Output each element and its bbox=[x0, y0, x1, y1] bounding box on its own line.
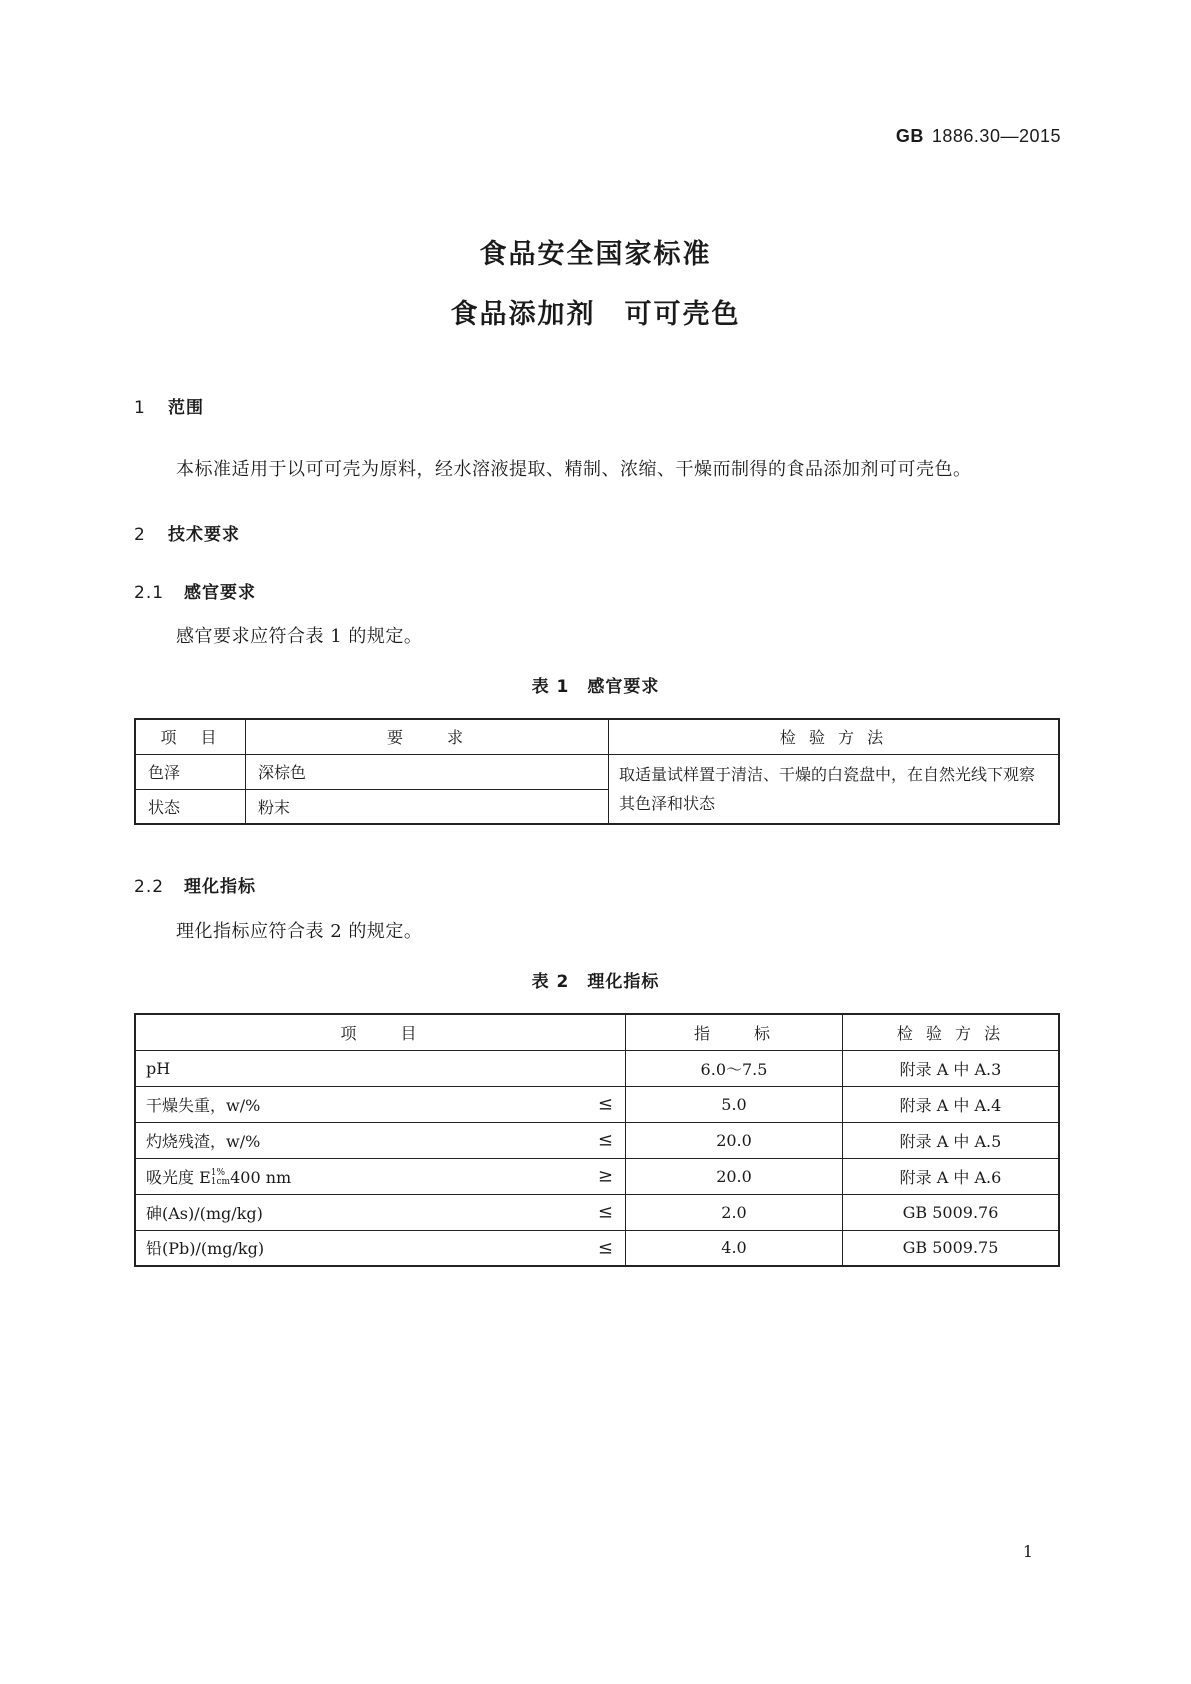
section-2-1-text: 感官要求应符合表 1 的规定。 bbox=[176, 626, 423, 647]
table-2-header-method: 检 验 方 法 bbox=[843, 1014, 1060, 1050]
table-row bbox=[135, 754, 1059, 789]
table-1-header-method: 检 验 方 法 bbox=[609, 719, 1060, 754]
table-cell: 深棕色 bbox=[246, 754, 609, 789]
table-cell: 附录 A 中 A.6 bbox=[843, 1158, 1060, 1194]
table-cell bbox=[135, 1194, 626, 1230]
table-2 bbox=[134, 1013, 1060, 1267]
table-2-caption: 表 2 理化指标 bbox=[531, 972, 660, 992]
table-1-header-item: 项 目 bbox=[135, 719, 246, 754]
table-row bbox=[135, 1122, 1059, 1158]
comparison-sign: ≥ bbox=[597, 1165, 613, 1187]
table-cell bbox=[135, 1086, 626, 1122]
absorbance-superscript: 1% bbox=[210, 1168, 226, 1178]
table-cell: 4.0 bbox=[626, 1230, 843, 1266]
section-2-2-text: 理化指标应符合表 2 的规定。 bbox=[176, 921, 423, 942]
comparison-sign: ≤ bbox=[597, 1237, 613, 1259]
document-title: 食品安全国家标准 bbox=[479, 239, 712, 270]
standard-code-prefix: GB bbox=[895, 126, 924, 146]
table-cell: 附录 A 中 A.3 bbox=[843, 1050, 1060, 1086]
table-row bbox=[135, 1086, 1059, 1122]
table-cell bbox=[135, 1122, 626, 1158]
page-number: 1 bbox=[1022, 1542, 1033, 1561]
table-cell: 5.0 bbox=[626, 1086, 843, 1122]
table-cell: 6.0～7.5 bbox=[626, 1050, 843, 1086]
table-cell: 粉末 bbox=[246, 789, 609, 824]
table-cell: GB 5009.75 bbox=[843, 1230, 1060, 1266]
table-cell: 20.0 bbox=[626, 1158, 843, 1194]
section-1-number: 1 bbox=[134, 398, 146, 418]
section-2-number: 2 bbox=[134, 525, 146, 545]
item-label: 吸光度 E bbox=[146, 1167, 211, 1187]
comparison-sign: ≤ bbox=[597, 1093, 613, 1115]
section-1-text: 本标准适用于以可可壳为原料，经水溶液提取、精制、浓缩、干燥而制得的食品添加剂可可壳色。 bbox=[176, 459, 972, 480]
table-row bbox=[135, 1194, 1059, 1230]
table-cell: GB 5009.76 bbox=[843, 1194, 1060, 1230]
absorbance-super-sub bbox=[211, 1169, 230, 1187]
absorbance-subscript: 1cm bbox=[210, 1177, 231, 1187]
item-label: 铅(Pb)/(mg/kg) bbox=[146, 1239, 265, 1259]
section-2-1-heading bbox=[134, 578, 256, 603]
table-cell: 20.0 bbox=[626, 1122, 843, 1158]
item-label: 干燥失重，w/% bbox=[146, 1095, 261, 1115]
standard-code-number: 1886.30—2015 bbox=[931, 126, 1061, 146]
table-row bbox=[135, 1050, 1059, 1086]
table-1-method-cell: 取适量试样置于清洁、干燥的白瓷盘中，在自然光线下观察其色泽和状态 bbox=[609, 754, 1060, 824]
table-header-row bbox=[135, 719, 1059, 754]
table-cell bbox=[135, 1158, 626, 1194]
table-2-header-value: 指 标 bbox=[626, 1014, 843, 1050]
section-2-2-heading bbox=[134, 872, 256, 897]
section-1-heading bbox=[134, 393, 204, 418]
table-2-header-item: 项 目 bbox=[135, 1014, 626, 1050]
table-row bbox=[135, 1230, 1059, 1266]
table-1 bbox=[134, 718, 1060, 825]
item-label: pH bbox=[146, 1058, 171, 1078]
table-1-header-requirement: 要 求 bbox=[246, 719, 609, 754]
table-1-caption: 表 1 感官要求 bbox=[531, 677, 660, 697]
table-cell bbox=[135, 1050, 626, 1086]
section-2-heading bbox=[134, 520, 240, 545]
table-header-row bbox=[135, 1014, 1059, 1050]
comparison-sign: ≤ bbox=[597, 1201, 613, 1223]
item-label: 砷(As)/(mg/kg) bbox=[146, 1203, 263, 1223]
table-cell bbox=[135, 1230, 626, 1266]
section-2-1-number: 2.1 bbox=[134, 583, 165, 603]
section-2-title: 技术要求 bbox=[168, 525, 240, 545]
table-row bbox=[135, 1158, 1059, 1194]
section-1-title: 范围 bbox=[168, 398, 204, 418]
table-cell: 附录 A 中 A.5 bbox=[843, 1122, 1060, 1158]
section-2-1-title: 感官要求 bbox=[184, 583, 256, 603]
item-label: 灼烧残渣，w/% bbox=[146, 1131, 261, 1151]
item-label-tail: 400 nm bbox=[230, 1167, 292, 1187]
table-cell: 2.0 bbox=[626, 1194, 843, 1230]
table-cell: 状态 bbox=[135, 789, 246, 824]
document-subtitle: 食品添加剂 可可壳色 bbox=[450, 299, 741, 330]
table-cell: 附录 A 中 A.4 bbox=[843, 1086, 1060, 1122]
table-cell: 色泽 bbox=[135, 754, 246, 789]
section-2-2-title: 理化指标 bbox=[184, 877, 256, 897]
comparison-sign: ≤ bbox=[597, 1129, 613, 1151]
section-2-2-number: 2.2 bbox=[134, 877, 165, 897]
standard-code bbox=[896, 126, 1061, 147]
